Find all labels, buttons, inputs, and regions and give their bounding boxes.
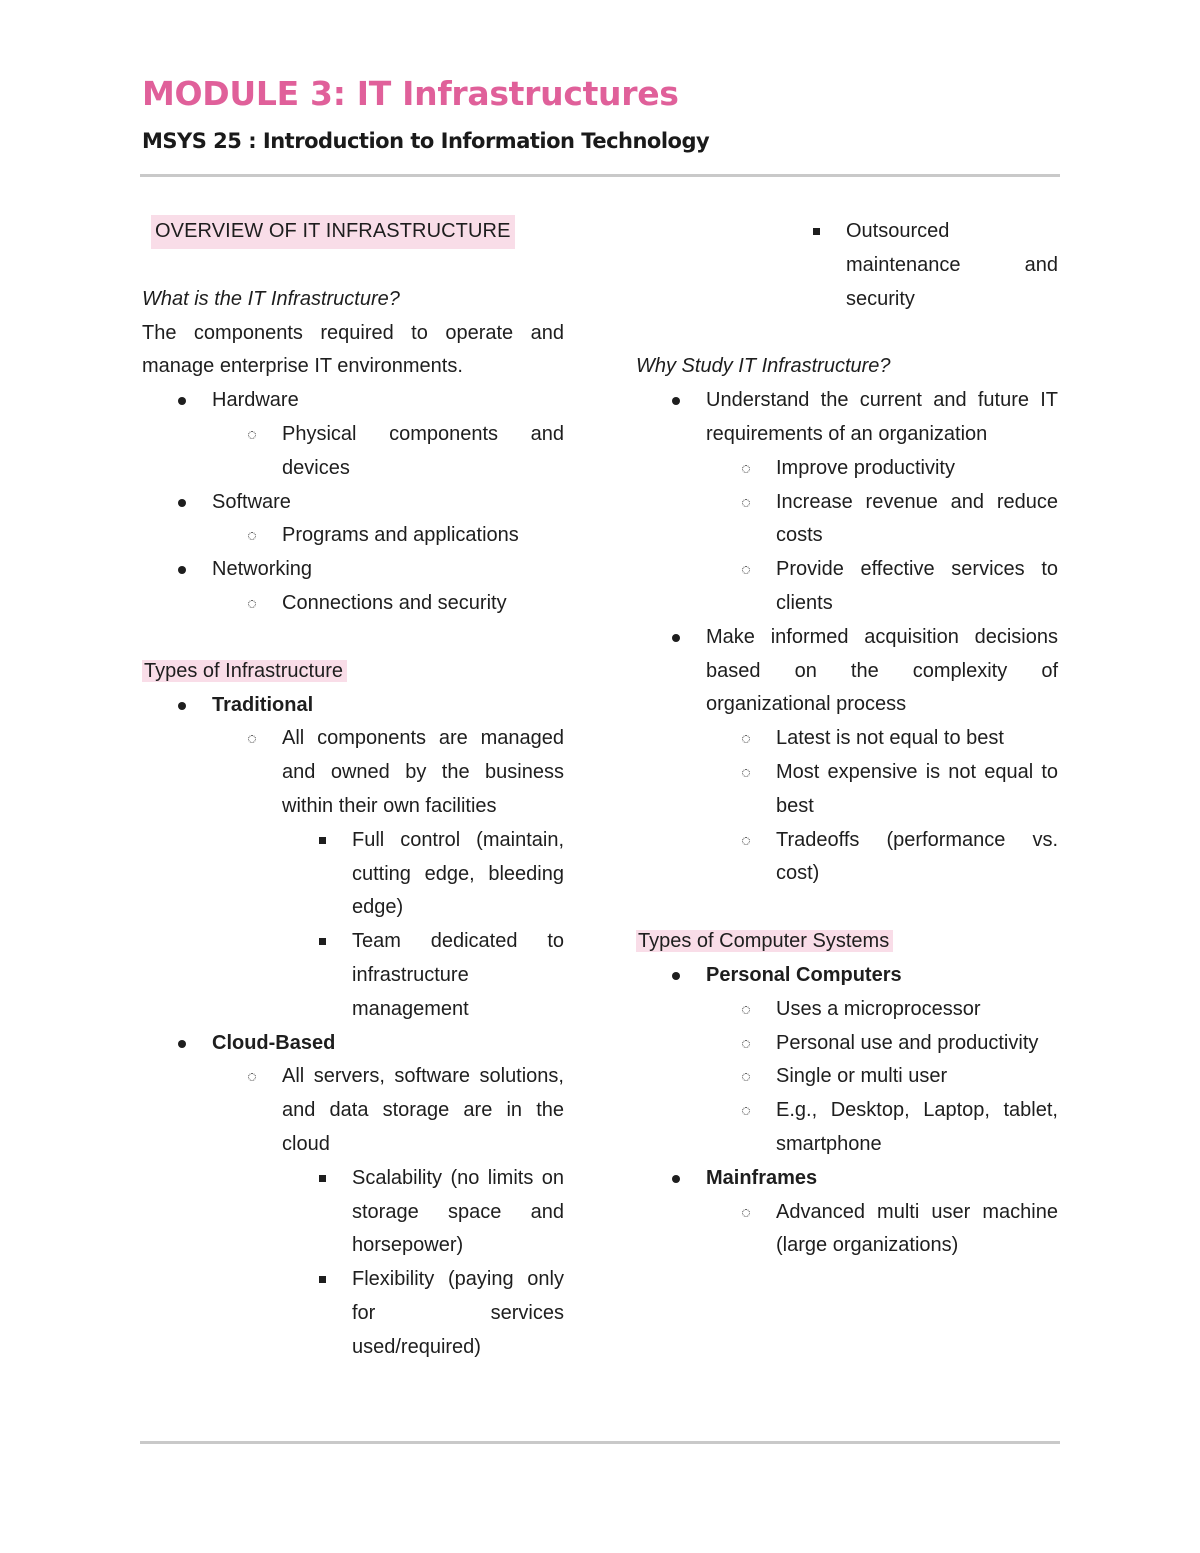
what-question: What is the IT Infrastructure? [142,287,400,310]
systems-list [636,959,1058,1263]
systems-heading: Types of Computer Systems [636,925,1058,959]
list-item: Flexibility (paying only for services used/required) [352,1268,564,1358]
list-item: Programs and applications [282,524,519,547]
types-heading: Types of Infrastructure [142,655,564,689]
list-item: Physical components and devices [282,422,564,479]
list-item: Outsourced maintenance and security [846,220,1058,310]
types-list [142,689,564,1365]
list-item: Increase revenue and reduce costs [776,490,1058,547]
list-item: Personal use and productivity [776,1031,1039,1054]
list-item: Traditional All components are managed and owned by the business within their own facilities Full control (maintain, cutting edge, bleeding edge) Team dedicated to infrastructure management [142,689,564,1027]
list-item: All components are managed and owned by the business within their own facilities Full control (maintain, cutting edge, bleeding edge) Team dedicated to infrastructure management [212,722,564,1026]
list-item: Cloud-Based All servers, software solutions, and data storage are in the cloud Scalability (no limits on storage space and horsepower) Flexibility (paying only for services used/required) [142,1027,564,1365]
list-item: Understand the current and future IT requirements of an organization Improve productivity Increase revenue and reduce costs Provide effective services to clients [636,384,1058,621]
continued-list [636,215,1058,316]
list-item: Most expensive is not equal to best [776,760,1058,817]
list-item: All servers, software solutions, and data storage are in the cloud Scalability (no limits on storage space and horsepower) Flexibility (paying only for services used/required) [212,1060,564,1364]
list-item: Provide effective services to clients [776,558,1058,614]
list-item: Networking Connections and security [142,553,564,621]
list-item: Personal Computers Uses a microprocessor Personal use and productivity Single or multi user E.g., Desktop, Laptop, tablet, smartphone [636,959,1058,1162]
list-item: E.g., Desktop, Laptop, tablet, smartphone [776,1099,1058,1155]
list-item: Single or multi user [776,1065,948,1088]
list-item: Scalability (no limits on storage space and horsepower) [352,1166,564,1257]
list-item: Latest is not equal to best [776,727,1004,750]
list-item: Tradeoffs (performance vs. cost) [776,828,1058,885]
footer-divider [140,1441,1060,1444]
list-item: Software Programs and applications [142,486,564,554]
list-item: Hardware Physical components and devices [142,384,564,485]
list-item: Make informed acquisition decisions based on the complexity of organizational process Latest is not equal to best Most expensive is not equal to best Tradeoffs (performance vs. cost) [636,621,1058,891]
list-item: Uses a microprocessor [776,997,981,1020]
list-item: Connections and security [282,591,507,614]
right-column [636,215,1058,1263]
page-title: MODULE 3: IT Infrastructures [142,74,679,113]
header-divider [140,174,1060,177]
why-list [636,384,1058,891]
definition-text: The components required to operate and manage enterprise IT environments. [142,321,564,378]
course-subtitle: MSYS 25 : Introduction to Information Technology [142,129,710,153]
list-item: Full control (maintain, cutting edge, bleeding edge) [352,828,564,919]
left-column [142,215,564,1365]
why-question: Why Study IT Infrastructure? [636,355,891,378]
list-item: Advanced multi user machine (large organizations) [776,1200,1058,1257]
list-item: Mainframes Advanced multi user machine (large organizations) [636,1162,1058,1263]
list-item: Improve productivity [776,456,955,479]
overview-heading: OVERVIEW OF IT INFRASTRUCTURE [142,215,564,249]
components-list [142,384,564,621]
list-item: Team dedicated to infrastructure management [352,930,564,1020]
